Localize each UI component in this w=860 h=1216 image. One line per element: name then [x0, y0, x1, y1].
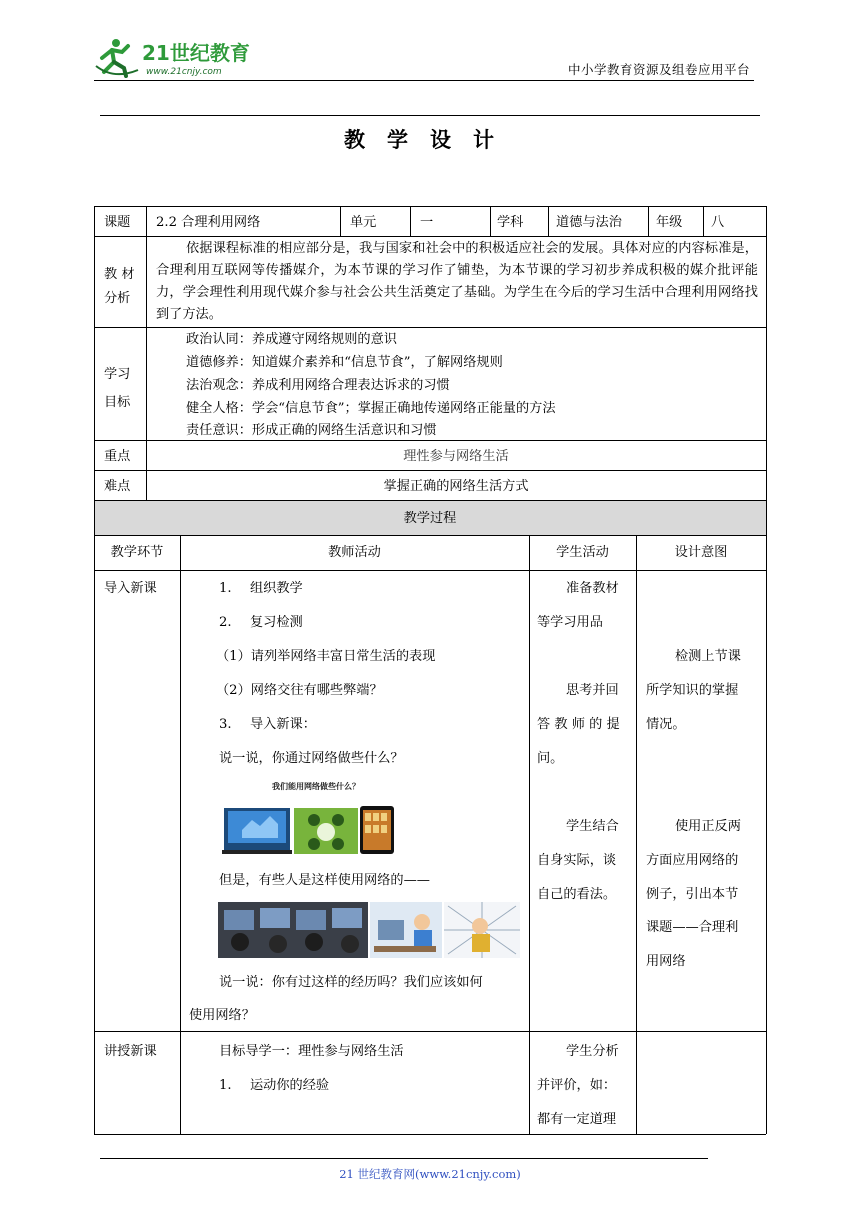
- student-line: 答 教 师 的 提: [537, 717, 620, 732]
- objectives-label-1: 学习: [104, 367, 131, 382]
- topic-value: 2.2 合理利用网络: [156, 215, 261, 230]
- teacher-line: 组织教学: [250, 581, 303, 596]
- col-header-design: 设计意图: [674, 545, 728, 560]
- list-number: 1.: [219, 1078, 232, 1093]
- site-logo: [94, 36, 264, 80]
- objectives-label-2: 目标: [104, 395, 131, 410]
- list-number: 2.: [219, 615, 232, 630]
- col-divider: [548, 206, 549, 236]
- table-border: [94, 206, 95, 1134]
- teacher-line: 说一说，你通过网络做些什么？: [219, 751, 404, 766]
- footer-link[interactable]: 21 世纪教育网(www.21cnjy.com): [339, 1167, 521, 1181]
- col-divider: [490, 206, 491, 236]
- teacher-line: 导入新课：: [250, 717, 316, 732]
- row-divider: [94, 1031, 766, 1032]
- analysis-label-2: 分析: [104, 291, 131, 306]
- teacher-line: 使用网络？: [189, 1008, 255, 1023]
- list-number: 3.: [219, 717, 232, 732]
- stage-intro: 导入新课: [104, 581, 157, 596]
- col-divider: [529, 535, 530, 1134]
- grade-value: 八: [711, 215, 725, 230]
- teacher-line: （1）请列举网络丰富日常生活的表现: [216, 649, 436, 664]
- student-line: 思考并回: [566, 683, 619, 698]
- chat-app-icon: [294, 808, 358, 854]
- teacher-line: 但是，有些人是这样使用网络的——: [219, 873, 430, 888]
- cartoon-computer-user: [370, 902, 442, 958]
- svg-text:www.21cnjy.com: www.21cnjy.com: [146, 67, 222, 77]
- teacher-line: 运动你的经验: [250, 1078, 330, 1093]
- row-divider: [94, 236, 766, 237]
- analysis-text: 依据课程标准的相应部分是，我与国家和社会中的积极适应社会的发展。具体对应的内容标准是，合理利用互联网等传播媒介，为本节课的学习作了铺垫，为本节课的学习初步养成积极的媒介批评能力，学会理性利用现代媒介参与社会公共生活奠定了基础。为学生在今后的学习生活中合理利用网络找到了方法。: [156, 241, 758, 322]
- title-rule: [100, 115, 760, 116]
- design-line: 使用正反两: [675, 819, 741, 834]
- design-line: 例子，引出本节: [646, 887, 739, 902]
- teacher-line: 说一说：你有过这样的经历吗？我们应该如何: [219, 975, 483, 990]
- grade-label: 年级: [656, 215, 683, 230]
- analysis-label-1: 教 材: [104, 267, 135, 282]
- network-uses-illustration: [222, 780, 396, 858]
- subject-value: 道德与法治: [556, 215, 622, 230]
- internet-cafe-photo: [218, 902, 368, 958]
- tablet-icon: [360, 806, 394, 854]
- col-divider: [410, 206, 411, 236]
- col-divider: [180, 535, 181, 1134]
- design-line: 检测上节课: [675, 649, 741, 664]
- design-line: 方面应用网络的: [646, 853, 739, 868]
- table-border: [94, 206, 766, 207]
- design-line: 用网络: [646, 954, 686, 969]
- row-divider: [94, 440, 766, 441]
- student-line: 学生分析: [566, 1044, 619, 1059]
- objective-item: 政治认同：养成遵守网络规则的意识: [186, 332, 397, 347]
- col-header-student: 学生活动: [556, 545, 609, 560]
- key-point-label: 重点: [104, 449, 131, 464]
- list-number: 1.: [219, 581, 232, 596]
- teacher-line: （2）网络交往有哪些弊端？: [216, 683, 383, 698]
- student-line: 等学习用品: [537, 615, 603, 630]
- platform-name: 中小学教育资源及组卷应用平台: [568, 62, 751, 77]
- header-rule: [94, 80, 754, 81]
- unit-label: 单元: [350, 215, 377, 230]
- student-line: 都有一定道理: [537, 1112, 617, 1127]
- internet-misuse-illustration: [218, 902, 520, 958]
- student-line: 并评价，如：: [537, 1078, 617, 1093]
- stage-lecture: 讲授新课: [104, 1044, 157, 1059]
- svg-text:21世纪教育: 21世纪教育: [142, 41, 250, 65]
- objective-item: 健全人格：学会“信息节食”；掌握正确地传递网络正能量的方法: [186, 401, 556, 416]
- process-title: 教学过程: [403, 511, 457, 526]
- difficulty-value: 掌握正确的网络生活方式: [383, 479, 529, 494]
- table-border: [94, 1134, 766, 1135]
- laptop-icon: [222, 808, 292, 854]
- footer-rule: [100, 1158, 708, 1159]
- objective-item: 法治观念：养成利用网络合理表达诉求的习惯: [186, 378, 450, 393]
- topic-label: 课题: [104, 215, 131, 230]
- table-border: [766, 206, 767, 1134]
- design-line: 情况。: [646, 717, 686, 732]
- student-line: 学生结合: [566, 819, 619, 834]
- student-line: 自己的看法。: [537, 887, 617, 902]
- difficulty-label: 难点: [104, 479, 131, 494]
- design-line: 所学知识的掌握: [646, 683, 739, 698]
- objective-item: 责任意识：形成正确的网络生活意识和习惯: [186, 423, 437, 438]
- col-header-teacher: 教师活动: [328, 545, 381, 560]
- cartoon-net-trap: [444, 902, 520, 958]
- col-divider: [703, 206, 704, 236]
- student-line: 准备教材: [566, 581, 619, 596]
- objective-item: 道德修养：知道媒介素养和“信息节食”，了解网络规则: [186, 355, 503, 370]
- svg-text:我们能用网络做些什么？: 我们能用网络做些什么？: [272, 782, 360, 791]
- row-divider: [94, 327, 766, 328]
- key-point-value: 理性参与网络生活: [403, 449, 509, 464]
- runner-icon: [96, 39, 138, 76]
- subject-label: 学科: [497, 215, 524, 230]
- teacher-line: 复习检测: [250, 615, 303, 630]
- col-divider: [648, 206, 649, 236]
- teacher-line: 目标导学一：理性参与网络生活: [219, 1044, 404, 1059]
- col-divider: [636, 535, 637, 1134]
- design-line: 课题——合理利: [646, 920, 739, 935]
- row-divider: [94, 535, 766, 536]
- page-title: 教学设计: [344, 127, 516, 152]
- student-line: 问。: [537, 751, 564, 766]
- row-divider: [94, 570, 766, 571]
- col-header-stage: 教学环节: [110, 545, 164, 560]
- unit-value: 一: [420, 215, 434, 230]
- col-divider: [340, 206, 341, 236]
- row-divider: [94, 470, 766, 471]
- student-line: 自身实际，谈: [537, 853, 617, 868]
